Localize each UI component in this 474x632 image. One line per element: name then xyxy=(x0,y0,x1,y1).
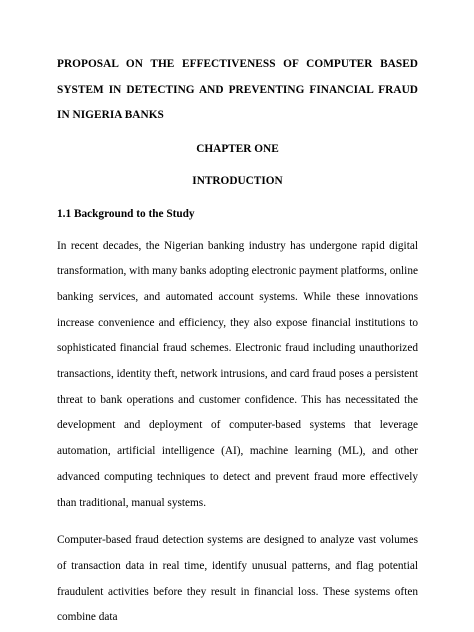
body-paragraph-2: Computer-based fraud detection systems are designed to analyze vast volumes of transaction data in real time, identify unusual patterns, and flag potential fraudulent activities before they result in financial loss. These systems often combine data xyxy=(57,534,418,624)
section-heading: 1.1 Background to the Study xyxy=(57,207,195,220)
body-paragraph-1: In recent decades, the Nigerian banking industry has undergone rapid digital transformation, with many banks adopting electronic payment platforms, online banking services, and automated account systems. While these innovations increase convenience and efficiency, they also expose financial institutions to sophisticated financial fraud schemes. Electronic fraud including unauthorized transactions, identity theft, network intrusions, and card fraud poses a persistent threat to bank operations and customer confidence. This has necessitated the development and deployment of computer-based systems that leverage automation, artificial intelligence (AI), machine learning (ML), and other advanced computing techniques to detect and prevent fraud more effectively than traditional, manual systems. xyxy=(57,239,418,509)
chapter-title: INTRODUCTION xyxy=(192,174,283,187)
document-title: PROPOSAL ON THE EFFECTIVENESS OF COMPUTER BASED SYSTEM IN DETECTING AND PREVENTING FINANCIAL FRAUD IN NIGERIA BANKS xyxy=(57,58,418,121)
chapter-heading: CHAPTER ONE xyxy=(196,142,279,155)
